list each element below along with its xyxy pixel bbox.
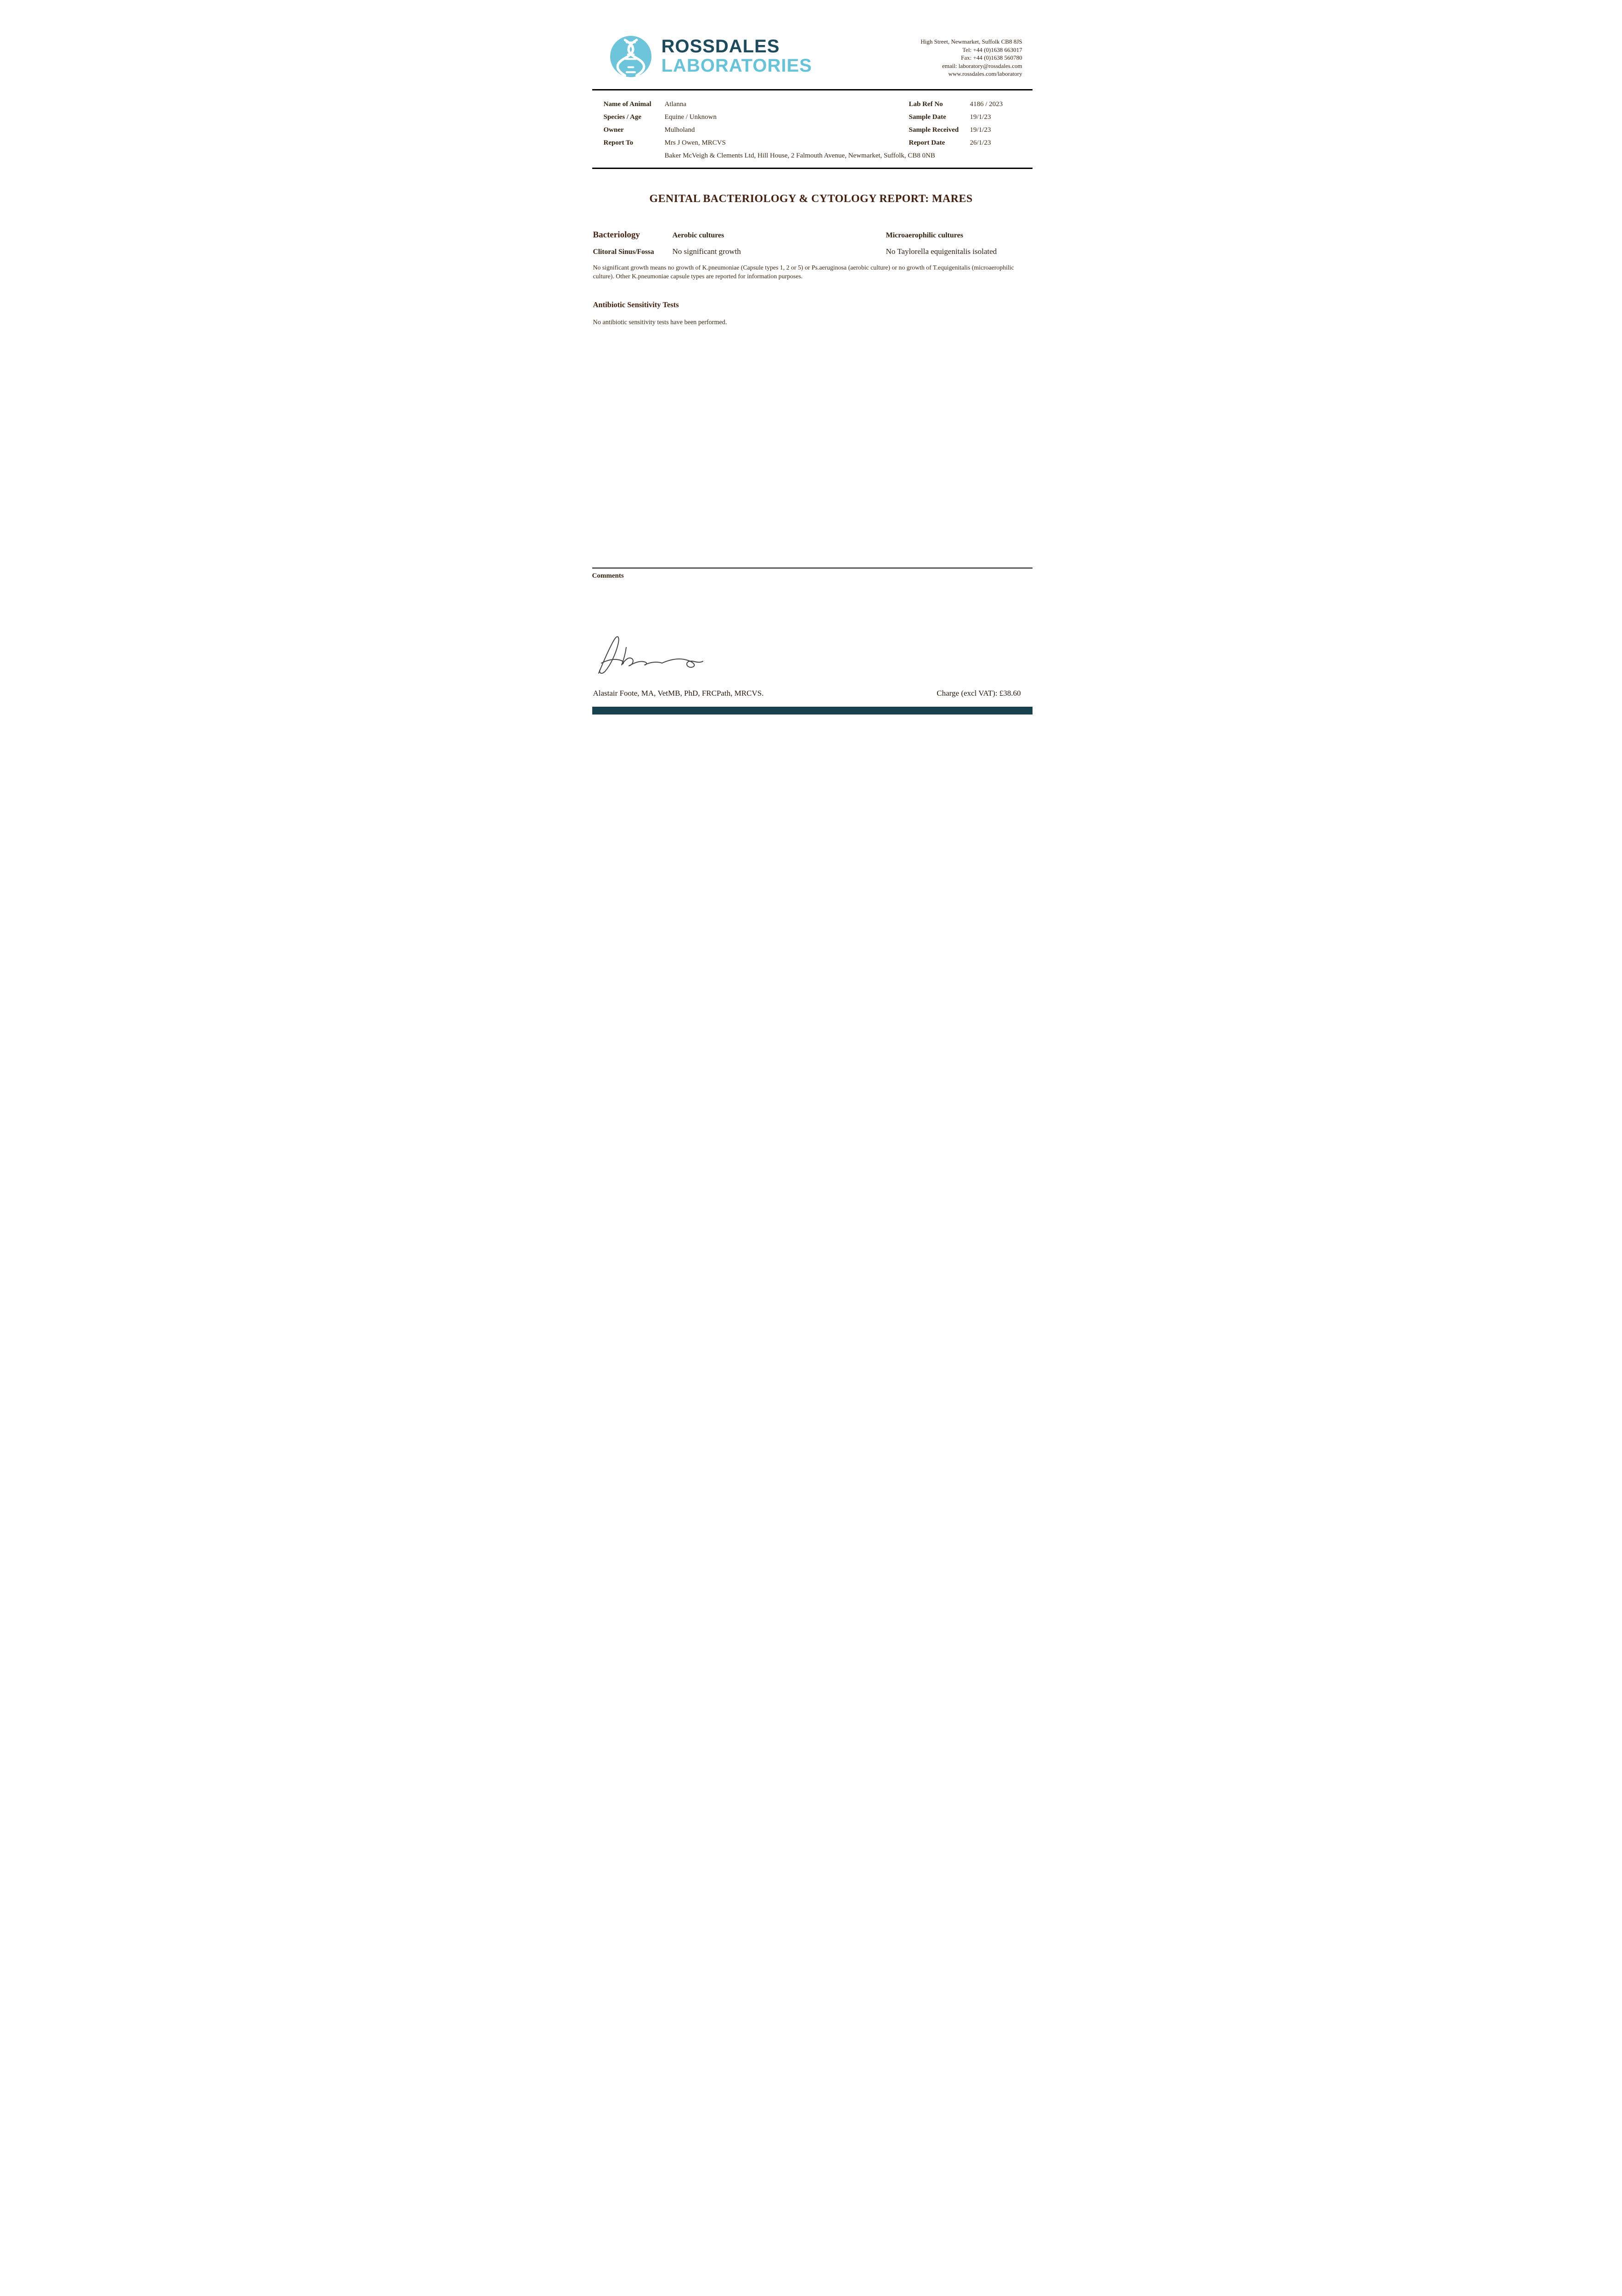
website-line: www.rossdales.com/laboratory [948,70,1022,77]
signatory-name: Alastair Foote, MA, VetMB, PhD, FRCPath, MRCVS. [593,689,764,698]
logo-rossdales-text: ROSSDALES [661,36,780,56]
info-row [604,124,1032,136]
antibiotic-sensitivity-heading: Antibiotic Sensitivity Tests [593,300,679,309]
microaerophilic-result: No Taylorella equigenitalis isolated [886,247,997,256]
bacteriology-heading: Bacteriology [593,230,640,240]
info-divider [592,168,1033,169]
bacteriology-result-row [593,247,1033,256]
footer-color-bar [592,707,1033,715]
species-age-value: Equine / Unknown [664,113,717,121]
info-row [604,98,1032,111]
info-row [604,111,1032,124]
report-to-value: Mrs J Owen, MRCVS [664,139,726,146]
info-label: Sample Date [909,113,946,121]
comments-section [592,568,1033,580]
logo-wordmark [662,37,812,75]
info-label: Report To [603,139,634,146]
lab-ref-value: 4186 / 2023 [970,100,1003,108]
microaerophilic-cultures-column-header: Microaerophilic cultures [886,231,963,239]
info-label: Species / Age [603,113,641,121]
rossdales-brand [610,36,812,77]
sample-site-label: Clitoral Sinus/Fossa [593,248,654,256]
results-explanatory-note: No significant growth means no growth of K.pneumoniae (Capsule types 1, 2 or 5) or Ps.aeruginosa (aerobic culture) or no growth of T.equigenitalis (microaerophilic culture). Other K.pneumoniae capsule types are reported for information purposes. [593,264,1014,280]
signature-handwritten [597,634,705,681]
aerobic-result: No significant growth [672,247,741,256]
info-row [604,136,1032,149]
fax-line: Fax: +44 (0)1638 560780 [961,54,1022,61]
bacteriology-section [593,230,1033,281]
report-to-address: Baker McVeigh & Clements Ltd, Hill House, 2 Falmouth Avenue, Newmarket, Suffolk, CB8 0NB [664,152,935,159]
address-line: High Street, Newmarket, Suffolk CB8 8JS [920,38,1022,45]
logo-laboratories-text: LABORATORIES [661,56,812,76]
report-title: GENITAL BACTERIOLOGY & CYTOLOGY REPORT: MARES [649,192,973,205]
report-date-value: 26/1/23 [970,139,991,146]
lab-contact-block [920,38,1022,78]
phone-line: Tel: +44 (0)1638 663017 [962,46,1022,53]
lab-report-page [558,0,1065,717]
animal-name-value: Atlanna [664,100,686,108]
info-label: Lab Ref No [909,100,943,108]
aerobic-cultures-column-header: Aerobic cultures [672,231,724,239]
sample-received-value: 19/1/23 [970,126,991,134]
report-header [558,0,1065,78]
info-label: Name of Animal [603,100,651,108]
info-label: Owner [603,126,624,134]
sample-date-value: 19/1/23 [970,113,991,121]
bacteriology-header-row [593,230,1033,240]
sample-info-block [604,98,1032,162]
report-footer [593,689,1021,698]
comments-heading: Comments [592,572,624,580]
antibiotic-sensitivity-text: No antibiotic sensitivity tests have been performed. [593,318,727,326]
owner-value: Mulholand [664,126,695,134]
antibiotic-sensitivity-section [593,300,1033,326]
email-line: email: laboratory@rossdales.com [942,62,1022,69]
charge-amount: Charge (excl VAT): £38.60 [937,689,1021,698]
info-label: Report Date [909,139,945,146]
header-divider [592,89,1033,90]
info-label: Sample Received [909,126,959,134]
dna-helix-icon [610,36,651,77]
